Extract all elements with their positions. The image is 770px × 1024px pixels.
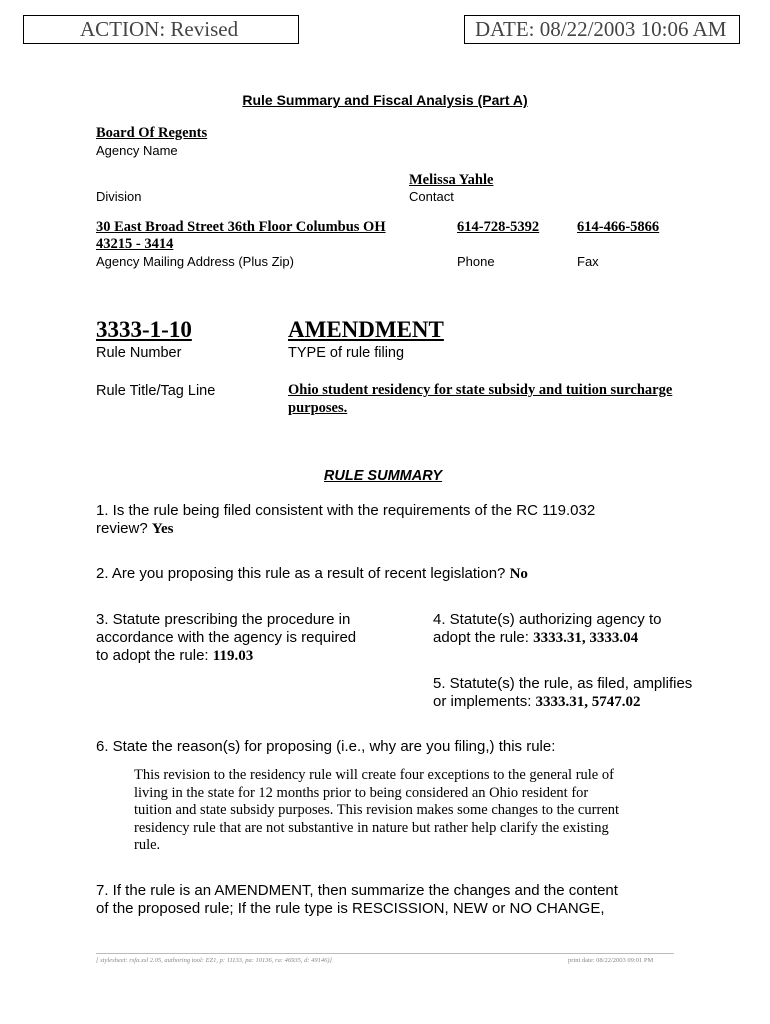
question-1 [96,502,716,538]
address-line2: 43215 - 3414 [96,236,174,252]
footer-divider [96,953,674,954]
question-2-answer: No [509,566,528,582]
question-6-answer [134,767,734,855]
date-text: DATE: 08/22/2003 10:06 AM [475,17,727,41]
question-5-line2: or implements: [433,693,532,710]
question-4-line1: 4. Statute(s) authorizing agency to [433,611,662,628]
rule-title-line2: purposes. [288,400,348,416]
footer-stylesheet-info: [ stylesheet: rsfa.xsl 2.05, authoring tool: EZ1, p: 11133, pa: 10136, ra: 46935, d: 49146)] [96,957,333,964]
contact-label: Contact [409,189,454,204]
answer-line: living in the state for 12 months prior to being considered an Ohio resident for [134,784,589,801]
question-2-text: 2. Are you proposing this rule as a result of recent legislation? [96,565,506,582]
phone-label: Phone [457,254,495,269]
question-4-line2: adopt the rule: [433,629,529,646]
answer-line: rule. [134,837,161,853]
rule-type-label: TYPE of rule filing [288,345,405,361]
answer-line: tuition and state subsidy purposes. This revision makes some changes to the current [134,802,619,818]
question-2 [96,565,716,583]
question-7 [96,882,736,918]
phone-value: 614-728-5392 [457,219,540,235]
answer-line: This revision to the residency rule will create four exceptions to the general rule of [134,767,614,783]
question-1-line1: 1. Is the rule being filed consistent with the requirements of the RC 119.032 [96,502,596,519]
rule-title-label: Rule Title/Tag Line [96,383,216,399]
footer-print-date: print date: 08/22/2003 09:01 PM [568,957,654,964]
question-4-answer: 3333.31, 3333.04 [533,630,639,646]
contact-name: Melissa Yahle [409,172,494,188]
question-5-answer: 3333.31, 5747.02 [535,694,641,710]
question-3-line1: 3. Statute prescribing the procedure in [96,611,351,628]
question-1-line2: review? [96,520,148,537]
rule-title-line1: Ohio student residency for state subsidy and tuition surcharge [288,382,673,398]
rule-number-label: Rule Number [96,345,182,361]
question-3-line2: accordance with the agency is required [96,629,357,646]
address-line1: 30 East Broad Street 36th Floor Columbus OH [96,219,386,235]
page-title: Rule Summary and Fiscal Analysis (Part A) [242,92,528,108]
question-4 [433,611,753,647]
agency-name: Board Of Regents [96,125,208,141]
rule-summary-heading: RULE SUMMARY [323,468,443,484]
question-1-answer: Yes [151,521,174,537]
question-7-line2: of the proposed rule; If the rule type is RESCISSION, NEW or NO CHANGE, [96,900,605,917]
action-box [23,15,299,44]
question-5-line1: 5. Statute(s) the rule, as filed, amplifies [433,675,693,692]
fax-value: 614-466-5866 [577,219,660,235]
date-box [464,15,740,44]
action-text: ACTION: Revised [80,17,239,41]
agency-name-label: Agency Name [96,143,178,158]
question-7-line1: 7. If the rule is an AMENDMENT, then summarize the changes and the content [96,882,618,899]
question-6: 6. State the reason(s) for proposing (i.e., why are you filing,) this rule: [96,738,556,755]
question-3-answer: 119.03 [212,648,254,664]
answer-line: residency rule that are not substantive in nature but rather help clarify the existing [134,819,609,836]
fax-label: Fax [577,254,599,269]
rule-number: 3333-1-10 [96,317,192,342]
question-3 [96,611,406,665]
rule-type: AMENDMENT [288,317,444,342]
address-label: Agency Mailing Address (Plus Zip) [96,254,294,269]
division-label: Division [96,189,142,204]
question-3-line3: to adopt the rule: [96,647,209,664]
question-5 [433,675,753,711]
